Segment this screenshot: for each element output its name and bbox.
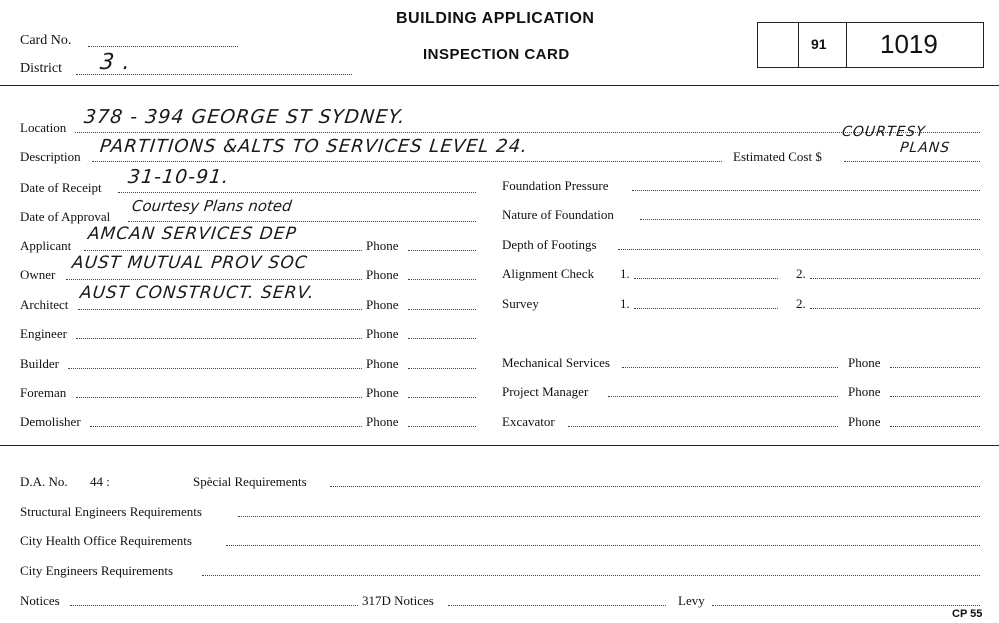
alignment-1-field[interactable] — [634, 278, 778, 279]
date-receipt-label: Date of Receipt — [20, 180, 102, 195]
box-divider-2 — [846, 22, 847, 68]
owner-value: AUST MUTUAL PROV SOC — [70, 253, 309, 273]
owner-label: Owner — [20, 267, 56, 282]
estimated-cost-value-2: PLANS — [899, 140, 952, 156]
nature-foundation-field[interactable] — [640, 219, 980, 220]
city-engineers-requirements-label: City Engineers Requirements — [20, 563, 174, 578]
foreman-field[interactable] — [76, 397, 362, 398]
levy-label: Levy — [678, 593, 705, 608]
notices-317d-label: 317D Notices — [362, 593, 434, 608]
header-rule — [0, 85, 999, 86]
estimated-cost-field[interactable] — [844, 161, 980, 162]
project-manager-phone-field[interactable] — [890, 396, 980, 397]
health-requirements-label: City Health Office Requirements — [20, 533, 192, 548]
demolisher-label: Demolisher — [20, 414, 81, 429]
special-requirements-field[interactable] — [330, 486, 980, 487]
card-no-label: Card No. — [20, 33, 72, 48]
estimated-cost-label: Estimated Cost $ — [733, 149, 822, 164]
date-approval-field[interactable] — [128, 221, 476, 222]
alignment-1-label: 1. — [620, 266, 630, 281]
engineer-phone-label: Phone — [366, 326, 399, 341]
demolisher-phone-label: Phone — [366, 414, 399, 429]
location-value: 378 - 394 GEORGE ST SYDNEY. — [82, 106, 407, 128]
structural-requirements-label: Structural Engineers Requirements — [20, 504, 202, 519]
depth-footings-label: Depth of Footings — [502, 237, 597, 252]
architect-field[interactable] — [78, 309, 362, 310]
architect-value: AUST CONSTRUCT. SERV. — [78, 283, 316, 303]
da-no-label: D.A. No. — [20, 474, 68, 489]
depth-footings-field[interactable] — [618, 249, 980, 250]
foreman-label: Foreman — [20, 385, 67, 400]
engineer-field[interactable] — [76, 338, 362, 339]
alignment-2-field[interactable] — [810, 278, 980, 279]
notices-label: Notices — [20, 593, 60, 608]
builder-phone-label: Phone — [366, 356, 399, 371]
estimated-cost-value-1: COURTESY — [841, 124, 927, 140]
excavator-label: Excavator — [502, 414, 555, 429]
date-approval-label: Date of Approval — [20, 209, 111, 224]
health-requirements-field[interactable] — [226, 545, 980, 546]
demolisher-field[interactable] — [90, 426, 362, 427]
city-engineers-requirements-field[interactable] — [202, 575, 980, 576]
card-no-field[interactable] — [88, 46, 238, 47]
description-field[interactable] — [92, 161, 722, 162]
date-approval-value: Courtesy Plans noted — [131, 197, 293, 215]
survey-1-label: 1. — [620, 296, 630, 311]
excavator-phone-label: Phone — [848, 414, 881, 429]
alignment-check-label: Alignment Check — [502, 266, 595, 281]
owner-field[interactable] — [66, 279, 362, 280]
engineer-phone-field[interactable] — [408, 338, 476, 339]
description-label: Description — [20, 149, 81, 164]
survey-label: Survey — [502, 296, 539, 311]
details-rule — [0, 445, 999, 446]
survey-2-label: 2. — [796, 296, 806, 311]
builder-label: Builder — [20, 356, 59, 371]
card-number-box — [757, 22, 984, 68]
foundation-pressure-field[interactable] — [632, 190, 980, 191]
demolisher-phone-field[interactable] — [408, 426, 476, 427]
date-receipt-value: 31-10-91. — [126, 166, 231, 188]
nature-foundation-label: Nature of Foundation — [502, 207, 614, 222]
applicant-value: AMCAN SERVICES DEP — [86, 224, 298, 244]
mechanical-services-field[interactable] — [622, 367, 838, 368]
survey-2-field[interactable] — [810, 308, 980, 309]
architect-label: Architect — [20, 297, 69, 312]
project-manager-field[interactable] — [608, 396, 838, 397]
project-manager-phone-label: Phone — [848, 384, 881, 399]
form-code: CP 55 — [952, 608, 983, 620]
district-value: 3 . — [98, 50, 133, 75]
engineer-label: Engineer — [20, 326, 67, 341]
date-receipt-field[interactable] — [118, 192, 476, 193]
card-year: 91 — [811, 36, 827, 52]
applicant-field[interactable] — [84, 250, 362, 251]
card-number: 1019 — [880, 29, 938, 59]
architect-phone-field[interactable] — [408, 309, 476, 310]
mechanical-phone-label: Phone — [848, 355, 881, 370]
title-line2: INSPECTION CARD — [423, 46, 570, 63]
levy-field[interactable] — [712, 605, 980, 606]
description-value: PARTITIONS &ALTS TO SERVICES LEVEL 24. — [98, 136, 529, 157]
excavator-field[interactable] — [568, 426, 838, 427]
applicant-phone-label: Phone — [366, 238, 399, 253]
builder-phone-field[interactable] — [408, 368, 476, 369]
notices-field[interactable] — [70, 605, 358, 606]
title-line1: BUILDING APPLICATION — [396, 10, 595, 27]
architect-phone-label: Phone — [366, 297, 399, 312]
owner-phone-field[interactable] — [408, 279, 476, 280]
applicant-phone-field[interactable] — [408, 250, 476, 251]
special-requirements-label: Spècial Requirements — [193, 474, 307, 489]
mechanical-phone-field[interactable] — [890, 367, 980, 368]
excavator-phone-field[interactable] — [890, 426, 980, 427]
survey-1-field[interactable] — [634, 308, 778, 309]
foreman-phone-field[interactable] — [408, 397, 476, 398]
foundation-pressure-label: Foundation Pressure — [502, 178, 609, 193]
district-label: District — [20, 61, 62, 76]
structural-requirements-field[interactable] — [238, 516, 980, 517]
builder-field[interactable] — [68, 368, 362, 369]
location-label: Location — [20, 120, 67, 135]
owner-phone-label: Phone — [366, 267, 399, 282]
da-no-value: 44 : — [90, 474, 110, 489]
foreman-phone-label: Phone — [366, 385, 399, 400]
notices-317d-field[interactable] — [448, 605, 666, 606]
mechanical-services-label: Mechanical Services — [502, 355, 610, 370]
box-divider-1 — [798, 22, 799, 68]
project-manager-label: Project Manager — [502, 384, 589, 399]
alignment-2-label: 2. — [796, 266, 806, 281]
applicant-label: Applicant — [20, 238, 72, 253]
